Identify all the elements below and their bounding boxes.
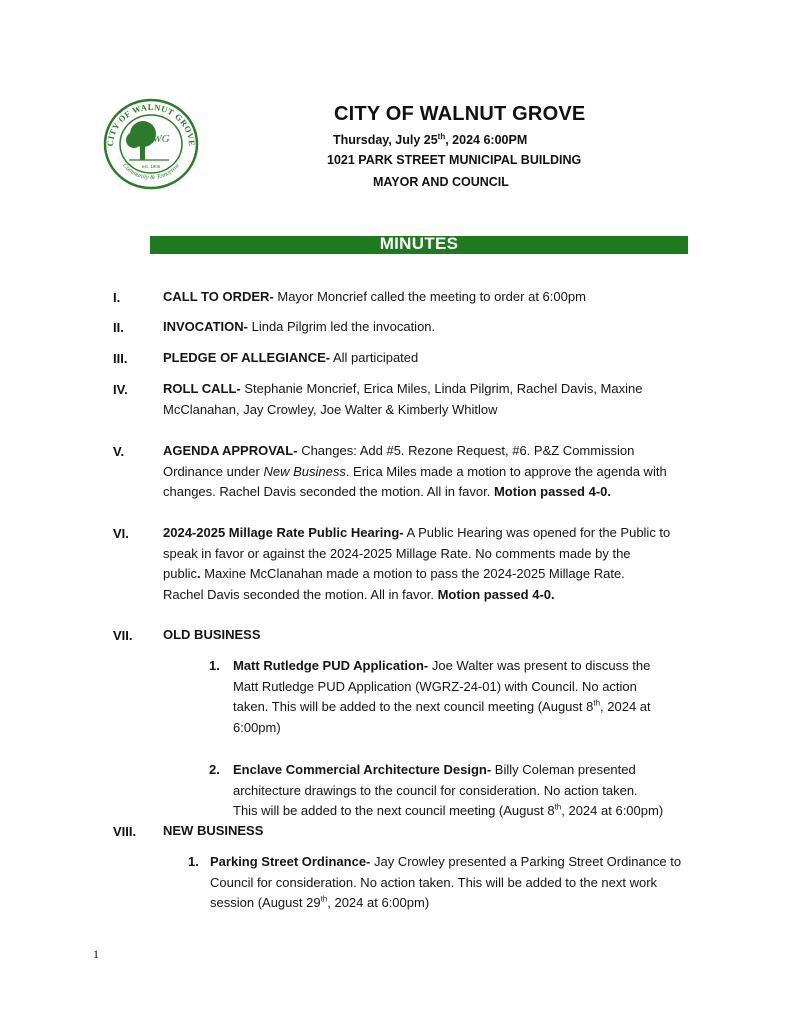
old-business-number-1: 1. bbox=[209, 658, 220, 673]
meeting-address: 1021 PARK STREET MUNICIPAL BUILDING bbox=[327, 153, 582, 167]
new-business-number-1: 1. bbox=[188, 854, 199, 869]
item-number-v: V. bbox=[113, 444, 125, 459]
old-business-item-enclave: Enclave Commercial Architecture Design- Billy Coleman presented architecture drawings to the council for consideration. No action taken. This will be added to the next council meeting (August 8th, 2024 at 6:00pm) bbox=[233, 762, 664, 818]
section-new-business: NEW BUSINESS bbox=[163, 823, 264, 838]
seal-initials: WG bbox=[152, 133, 170, 145]
old-business-item-pud: Matt Rutledge PUD Application- Joe Walter was present to discuss the Matt Rutledge PUD Application (WGRZ-24-01) with Council. No action taken. This will be added to the next council meeting (August 8th, 2024 at 6:00pm) bbox=[233, 658, 651, 735]
city-seal-logo bbox=[103, 98, 199, 190]
seal-ring-text-top: CITY OF WALNUT GROVE bbox=[104, 101, 198, 147]
item-invocation: INVOCATION- Linda Pilgrim led the invocation. bbox=[163, 319, 436, 334]
motion-result: Motion passed 4-0. bbox=[437, 586, 555, 602]
seal-year: est. 1905 bbox=[141, 164, 161, 169]
item-agenda-approval: AGENDA APPROVAL- Changes: Add #5. Rezone Request, #6. P&Z Commission Ordinance under New Business. Erica Miles made a motion to approve the agenda with changes. Rachel Davis seconded the motion. All in favor. Motion passed 4-0. bbox=[163, 443, 667, 499]
page-number: 1 bbox=[93, 947, 99, 961]
item-number-iii: III. bbox=[113, 351, 128, 366]
section-old-business: OLD BUSINESS bbox=[163, 627, 261, 642]
item-number-viii: VIII. bbox=[113, 824, 137, 839]
item-number-iv: IV. bbox=[113, 382, 128, 397]
item-number-ii: II. bbox=[113, 320, 124, 335]
item-number-i: I. bbox=[113, 290, 121, 305]
new-business-item-parking: Parking Street Ordinance- Jay Crowley presented a Parking Street Ordinance to Council for consideration. No action taken. This will be added to the next work session (August 29th, 2024 at 6:00pm) bbox=[210, 854, 682, 910]
old-business-number-2: 2. bbox=[209, 762, 220, 777]
governing-body: MAYOR AND COUNCIL bbox=[373, 175, 509, 189]
item-call-to-order: CALL TO ORDER- Mayor Moncrief called the meeting to order at 6:00pm bbox=[163, 289, 586, 304]
meeting-date: Thursday, July 25th, 2024 6:00PM bbox=[333, 131, 528, 147]
motion-result: Motion passed 4-0. bbox=[493, 484, 611, 499]
minutes-banner-label: MINUTES bbox=[379, 234, 459, 253]
item-number-vii: VII. bbox=[113, 628, 133, 643]
item-millage-hearing: 2024-2025 Millage Rate Public Hearing- A Public Hearing was opened for the Public to speak in favor or against the 2024-2025 Millage Rate. No comments made by the public. Maxine McClanahan made a motion to pass the 2024-2025 Millage Rate. Rachel Davis seconded the motion. All in favor. Motion passed 4-0. bbox=[163, 525, 671, 602]
city-title: CITY OF WALNUT GROVE bbox=[334, 103, 586, 125]
seal-ring-text-bottom: Community & Tomorrow bbox=[121, 162, 181, 182]
item-number-vi: VI. bbox=[113, 526, 129, 541]
minutes-banner bbox=[150, 236, 688, 254]
item-roll-call: ROLL CALL- Stephanie Moncrief, Erica Miles, Linda Pilgrim, Rachel Davis, Maxine McClanahan, Jay Crowley, Joe Walter & Kimberly Whitlow bbox=[163, 381, 643, 417]
item-pledge: PLEDGE OF ALLEGIANCE- All participated bbox=[163, 350, 419, 365]
